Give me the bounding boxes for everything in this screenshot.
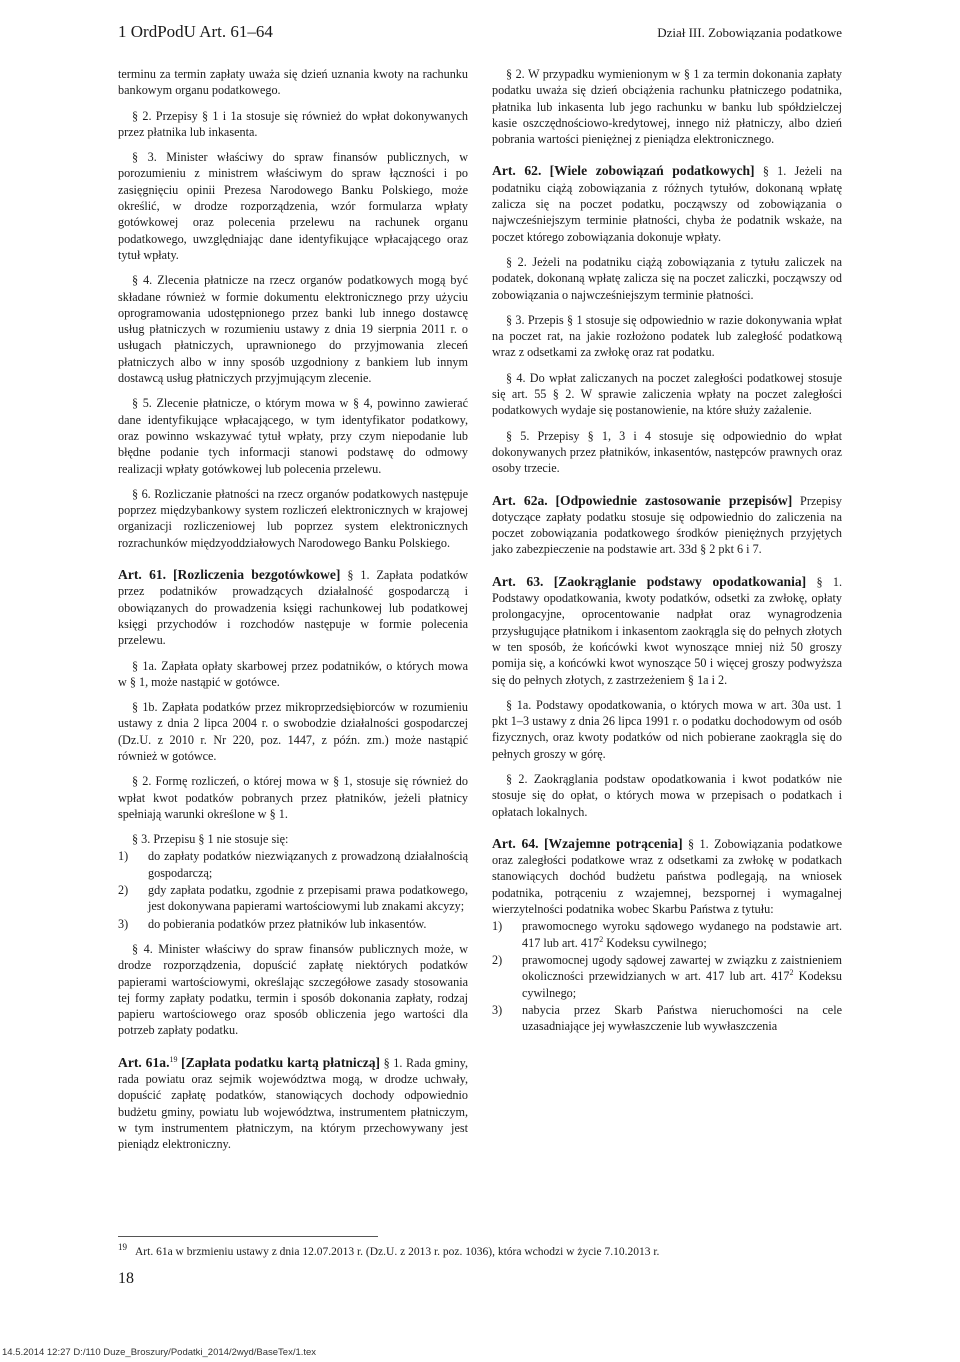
- article-title: [Rozliczenia bezgotówkowe]: [173, 567, 341, 583]
- article-title: [Wzajemne potrącenia]: [543, 835, 683, 851]
- list-item: [118, 848, 468, 881]
- header-act-reference: 1 OrdPodU Art. 61–64: [118, 22, 273, 41]
- footnote-divider: [118, 1236, 378, 1237]
- enumerated-list: [492, 918, 842, 1034]
- paragraph: § 6. Rozliczanie płatności na rzecz organów podatkowych następuje poprzez międzybankowy system rozliczeń elektronicznych w krajowej organizacji rozliczeniowej lub poprzez system elektronicznych rozrachunków międzyoddziałowych Narodowego Banku Polskiego.: [118, 486, 468, 550]
- paragraph: § 1a. Zapłata opłaty skarbowej przez podatników, o których mowa w § 1, może nastąpić w gotówce.: [118, 658, 468, 689]
- list-item-number: 3): [492, 1002, 503, 1017]
- paragraph: § 2. Jeżeli na podatniku ciążą zobowiązania z tytułu zaliczek na podatek, dokonaną wpłatę zalicza się na poczet zaliczki, począwszy od zobowiązania o najwcześniejszym terminie płatności.: [492, 254, 842, 302]
- paragraph: § 2. W przypadku wymienionym w § 1 za termin dokonania zapłaty podatku uważa się dzień obciążenia rachunku płatniczego podatnika, płatnika lub inkasenta lub jego rachunku w banku lub spółdzielczej kasie oszczędnościowo-kredytowej, innego niż płatniczy, albo dzień pobrania wartości pieniężnej z pieniądza elektronicznego.: [492, 67, 842, 147]
- list-item-text: gdy zapłata podatku, zgodnie z przepisami prawa podatkowego, jest dokonywana papierami wartościowymi lub znakami akcyzy;: [148, 883, 468, 914]
- article-text: § 1. Podstawy opodatkowania, kwoty podatków, odsetki za zwłokę, opłaty prolongacyjne, oprocentowanie nadpłat oraz wynagrodzenia przysługujące płatnikom i inkasentom zaokrągla się do pełnych złotych w ten sposób, że końcówki kwot wynoszące mniej niż 50 groszy pomija się, a końcówki kwot wynoszące 50 i więcej groszy podwyższa się do pełnych złotych, z zastrzeżeniem § 1a i 2.: [492, 574, 843, 687]
- article-label: Art. 61a.: [118, 1054, 170, 1070]
- left-column: [118, 66, 468, 1162]
- list-item-text: do pobierania podatków przez płatników lub inkasentów.: [148, 916, 427, 931]
- enumerated-list: [118, 848, 468, 931]
- list-item-text: Kodeksu cywilnego;: [522, 969, 842, 1000]
- running-header: [118, 22, 842, 46]
- article-text: § 1. Zapłata podatków przez podatników prowadzących działalność gospodarczą i obowiązanych do prowadzenia księgi rachunkowej lub podatkowej księgi przychodów i rozchodów następuje w formie polecenia przelewu.: [118, 568, 469, 648]
- article-label: Art. 62.: [492, 163, 542, 179]
- list-item-text: do zapłaty podatków niezwiązanych z prowadzoną działalnością gospodarczą;: [148, 849, 468, 880]
- footnote-text: Art. 61a w brzmieniu ustawy z dnia 12.07.2013 r. (Dz.U. z 2013 r. poz. 1036), która wchodzi w życie 7.10.2013 r.: [135, 1245, 660, 1258]
- article-63: [492, 574, 842, 688]
- paragraph: § 5. Przepisy § 1, 3 i 4 stosuje się odpowiednio do wpłat dokonywanych przez płatników, inkasentów, następców prawnych oraz osoby trzecie.: [492, 428, 842, 476]
- footnote-reference[interactable]: 19: [169, 1054, 178, 1064]
- article-label: Art. 62a.: [492, 492, 548, 508]
- paragraph: § 1b. Zapłata podatków przez mikroprzedsiębiorców w rozumieniu ustawy z dnia 2 lipca 2004 r. o swobodzie działalności gospodarczej (Dz.U. z 2010 r. Nr 220, poz. 1447, z późn. zm.) może nastąpić również w gotówce.: [118, 700, 468, 763]
- paragraph: § 5. Zlecenie płatnicze, o którym mowa w § 4, powinno zawierać dane identyfikujące wpłacającego, w tym identyfikator podatkowy, oraz powinno wskazywać tytuł wpłaty, przy czym niepodanie lub błędne podanie tych informacji stanowi podstawę do odmowy realizacji wpłaty gotówkowej lub polecenia przelewu.: [118, 396, 468, 476]
- list-item: [492, 918, 842, 951]
- paragraph: § 2. Przepisy § 1 i 1a stosuje się również do wpłat dokonywanych przez płatnika lub inkasenta.: [118, 108, 468, 139]
- list-item-number: 3): [118, 916, 129, 931]
- footnote-mark: 19: [118, 1242, 127, 1252]
- article-61: [118, 567, 468, 648]
- list-item-text: Kodeksu cywilnego;: [603, 935, 707, 950]
- article-62: [492, 163, 842, 244]
- paragraph: § 3. Przepisu § 1 nie stosuje się:: [132, 832, 289, 847]
- list-item: [492, 1002, 842, 1035]
- paragraph: § 3. Przepis § 1 stosuje się odpowiednio w razie dokonywania wpłat na poczet rat, na jakie rozłożono podatek lub zaległość podatkową wraz z odsetkami za zwłokę oraz rat podatku.: [492, 312, 842, 360]
- page-number: 18: [118, 1270, 134, 1287]
- article-title: [Zaokrąglanie podstawy opodatkowania]: [553, 573, 807, 589]
- article-title: [Odpowiednie zastosowanie przepisów]: [555, 492, 793, 508]
- list-item-text: prawomocnej ugody sądowej zawartej w związku z zaistnieniem okoliczności przewidzianych w art. 417 lub art. 417: [522, 952, 842, 984]
- article-label: Art. 63.: [492, 573, 544, 589]
- list-item-text: nabycia przez Skarb Państwa nieruchomości na cele uzasadniające jej wywłaszczenie lub wywłaszczenia: [522, 1002, 842, 1034]
- paragraph: § 4. Minister właściwy do spraw finansów publicznych może, w drodze rozporządzenia, dopuścić zapłatę niektórych podatków papierami wartościowymi, określając szczegółowe zasady stosowania tej formy zapłaty podatku, termin i sposób dokonania zapłaty, rodzaj papieru wartościowego oraz sposób obliczenia jego wartości dla potrzeb zapłaty podatku.: [118, 941, 468, 1038]
- paragraph: terminu za termin zapłaty uważa się dzień uznania kwoty na rachunku bankowym organu podatkowego.: [118, 67, 468, 98]
- article-label: Art. 64.: [492, 835, 539, 851]
- paragraph: § 4. Do wpłat zaliczanych na poczet zaległości podatkowej stosuje się art. 55 § 2. W sprawie zaliczenia wpłaty na poczet zaległości podatkowych wydaje się postanowienie, na które służy zażalenie.: [492, 370, 842, 418]
- list-item-number: 2): [492, 952, 503, 967]
- right-column: [492, 66, 842, 1043]
- footnote: [118, 1240, 842, 1260]
- article-label: Art. 61.: [118, 567, 167, 583]
- paragraph: § 4. Zlecenia płatnicze na rzecz organów podatkowych mogą być składane również w formie dokumentu elektronicznego przy użyciu oprogramowania udostępnionego przez banki lub innego dostawcę usług płatniczych w rozumieniu ustawy z dnia 19 sierpnia 2011 r. o usługach płatniczych, uprawnionego do przyjmowania zleceń płatniczych albo w inny sposób uzgodniony z bankiem lub innym dostawcą usług płatniczych przyjmującym zlecenie.: [118, 273, 468, 386]
- article-title: [Wiele zobowiązań podatkowych]: [549, 163, 755, 179]
- list-item-number: 1): [492, 919, 503, 934]
- superscript: 2: [599, 934, 604, 944]
- article-61a: [118, 1055, 468, 1153]
- superscript: 2: [789, 968, 794, 978]
- list-item-text: prawomocnego wyroku sądowego wydanego na podstawie art. 417 lub art. 417: [522, 919, 842, 950]
- paragraph: § 2. Formę rozliczeń, o której mowa w § 1, stosuje się również do wpłat kwot podatków pobranych przez płatników, jeżeli płatnicy spełniają warunki określone w § 1.: [118, 774, 468, 821]
- article-text: Przepisy dotyczące zapłaty podatku stosuje się odpowiednio do zaliczenia na poczet zobowiązania podatkowego środków pieniężnych przyjętych jako zabezpieczenie na podstawie art. 33d § 2 pkt 6 i 7.: [492, 493, 843, 557]
- article-64: [492, 836, 842, 917]
- article-62a: [492, 493, 842, 558]
- header-section-title: Dział III. Zobowiązania podatkowe: [657, 25, 842, 40]
- list-item-number: 2): [118, 883, 129, 898]
- list-item: [118, 916, 468, 932]
- list-item: [118, 882, 468, 915]
- article-text: § 1. Zobowiązania podatkowe oraz zaległości podatkowe wraz z odsetkami za zwłokę w podatkach stanowiących dochód budżetu państwa podlegają, na wniosek podatnika, potrąceniu z wzajemnej, bezspornej i wymagalnej wierzytelności podatnika wobec Skarbu Państwa z tytułu:: [492, 836, 843, 917]
- article-text: § 1. Rada gminy, rada powiatu oraz sejmik województwa mogą, w drodze uchwały, dopuścić zapłatę podatków, stanowiących dochody odpowiednio budżetu gminy, powiatu lub województwa, instrumentem płatniczym, w tym instrumentem płatniczym, na którym przechowywany jest pieniądz elektroniczny.: [118, 1055, 469, 1152]
- paragraph: § 3. Minister właściwy do spraw finansów publicznych, w porozumieniu z ministrem właściwym do spraw łączności i po zasięgnięciu opinii Prezesa Narodowego Banku Polskiego, może określić, w drodze rozporządzenia, wzór formularza wpłaty gotówkowej oraz polecenia przelewu na rachunek organu podatkowego, uwzględniając dane identyfikujące wpłacającego oraz tytuł wpłaty.: [118, 150, 468, 262]
- paragraph: § 1a. Podstawy opodatkowania, o których mowa w art. 30a ust. 1 pkt 1–3 ustawy z dnia 26 lipca 1991 r. o podatku dochodowym od osób fizycznych, oraz kwoty podatków od nich pobierane zaokrągla się do pełnych groszy w górę.: [492, 697, 842, 761]
- list-item: [492, 952, 842, 1001]
- list-item-number: 1): [118, 849, 129, 864]
- article-text: § 1. Jeżeli na podatniku ciążą zobowiązania z różnych tytułów, dokonaną wpłatę zalicza się na poczet podatku, począwszy od zobowiązania o najwcześniejszym terminie płatności, chyba że podatnik wskaże, na poczet którego zobowiązania dokonuje wpłaty.: [492, 164, 843, 244]
- article-title: [Zapłata podatku kartą płatniczą]: [181, 1054, 381, 1070]
- build-info: 14.5.2014 12:27 D:/110 Duze_Broszury/Podatki_2014/2wyd/BaseTex/1.tex: [2, 1347, 317, 1358]
- paragraph: § 2. Zaokrąglania podstaw opodatkowania i kwot podatków nie stosuje się do opłat, o których mowa w przepisach o podatkach i opłatach lokalnych.: [492, 771, 842, 819]
